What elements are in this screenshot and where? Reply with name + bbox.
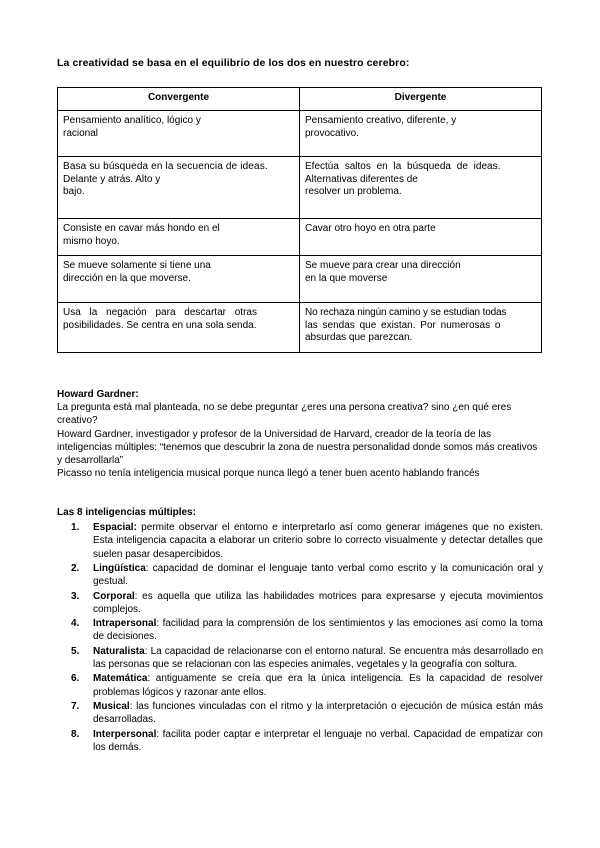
table-row <box>58 256 542 303</box>
cell-line: mismo hoyo. <box>63 235 120 247</box>
table-cell-right <box>300 219 542 256</box>
item-text: : facilidad para la comprensión de los sentimientos y las emociones así como la toma de decisiones. <box>93 618 543 643</box>
cell-line: posibilidades. Se centra en una sola senda. <box>63 319 257 331</box>
cell-line: Basa su búsqueda en la secuencia de ideas. <box>63 161 268 172</box>
item-text: : La capacidad de relacionarse con el entorno natural. Se encuentra más desarrollado en las personas que se relacionan con las especies animales, vegetales y la geografía con soltura. <box>93 645 543 670</box>
table-row <box>58 303 542 353</box>
gardner-title: Howard Gardner: <box>57 389 139 400</box>
item-text: : capacidad de dominar el lenguaje tanto verbal como escrito y la comunicación oral y gestual. <box>93 563 543 588</box>
item-number: 4. <box>71 618 80 630</box>
item-number: 5. <box>71 645 80 657</box>
table-cell-right <box>300 111 542 157</box>
cell-line: absurdas que parezcan. <box>305 332 413 343</box>
list-item <box>71 700 543 726</box>
list-item <box>71 617 543 643</box>
cell-line: las sendas que existan. Por numerosas o <box>305 319 501 331</box>
item-name: Lingüística <box>93 563 146 574</box>
gardner-paragraph: La pregunta está mal planteada, no se debe preguntar ¿eres una persona creativa? sino ¿en qué eres creativo? <box>57 402 512 427</box>
cell-line: Pensamiento analítico, lógico y <box>63 115 201 126</box>
table-row <box>58 111 542 157</box>
cell-line: No rechaza ningún camino y se estudian todas <box>305 307 507 318</box>
table-row <box>58 219 542 256</box>
item-name: Intrapersonal <box>93 618 157 630</box>
cell-line: Usa la negación para descartar otras <box>63 307 257 318</box>
list-item <box>71 562 543 588</box>
table-header-row <box>58 88 542 111</box>
item-name: Corporal <box>93 590 135 602</box>
cell-line: Pensamiento creativo, diferente, y <box>305 115 457 126</box>
table-cell-left <box>58 256 300 303</box>
header-divergente: Divergente <box>300 88 542 111</box>
item-number: 7. <box>71 700 80 712</box>
intelligences-section <box>57 506 543 755</box>
item-text: : las funciones vinculadas con el ritmo y la interpretación o ejecución de música están más desarrolladas. <box>93 700 543 726</box>
list-item <box>71 521 543 561</box>
list-item <box>71 590 543 616</box>
item-name: Espacial: <box>93 522 137 534</box>
item-text: permite observar el entorno e interpretarlo así como generar imágenes que no existen. Esta inteligencia capacita a elaborar un criterio sobre lo correcto visualmente y detectar detalles que suelen pasar desapercibidos. <box>93 522 543 560</box>
item-text: : antiguamente se creía que era la única inteligencia. Es la capacidad de resolver problemas lógicos y razonar ante ellos. <box>93 673 543 698</box>
table-cell-left <box>58 111 300 157</box>
table-cell-left <box>58 303 300 353</box>
comparison-table <box>57 87 542 353</box>
table-cell-right <box>300 256 542 303</box>
item-text: : es aquella que utiliza las habilidades motrices para expresarse y ejecuta movimientos complejos. <box>93 590 543 615</box>
list-item <box>71 645 543 671</box>
gardner-paragraph: Picasso no tenía inteligencia musical porque nunca llegó a tener buen acento hablando francés <box>57 468 480 480</box>
list-item <box>71 728 543 754</box>
header-convergente: Convergente <box>58 88 300 111</box>
item-name: Naturalista <box>93 645 145 657</box>
cell-line: en la que moverse <box>305 272 388 284</box>
table-row <box>58 157 542 219</box>
item-name: Interpersonal <box>93 728 157 740</box>
cell-line: Efectúa saltos en la búsqueda de ideas. <box>305 161 501 172</box>
item-name: Musical <box>93 700 130 712</box>
intelligences-list <box>57 521 543 754</box>
list-item <box>71 672 543 698</box>
item-number: 6. <box>71 673 80 685</box>
intelligences-title: Las 8 inteligencias múltiples: <box>57 507 196 518</box>
item-number: 3. <box>71 590 80 602</box>
cell-line: Se mueve para crear una dirección <box>305 260 461 271</box>
item-text: : facilita poder captar e interpretar el lenguaje no verbal. Capacidad de empatizar con los demás. <box>93 728 543 753</box>
cell-line: Alternativas diferentes de <box>305 173 418 185</box>
cell-line: Delante y atrás. Alto y <box>63 173 161 185</box>
cell-line: dirección en la que moverse. <box>63 272 191 284</box>
table-cell-right <box>300 303 542 353</box>
item-name: Matemática <box>93 673 148 685</box>
cell-line: Consiste en cavar más hondo en el <box>63 223 220 234</box>
cell-line: Cavar otro hoyo en otra parte <box>305 223 436 234</box>
table-cell-left <box>58 157 300 219</box>
cell-line: resolver un problema. <box>305 186 402 197</box>
cell-line: bajo. <box>63 186 85 197</box>
page-heading: La creatividad se basa en el equilibrio de los dos en nuestro cerebro: <box>57 57 410 69</box>
item-number: 2. <box>71 563 80 574</box>
cell-line: racional <box>63 127 99 139</box>
item-number: 1. <box>71 522 80 534</box>
item-number: 8. <box>71 728 80 740</box>
gardner-section <box>57 388 543 480</box>
cell-line: Se mueve solamente si tiene una <box>63 260 211 271</box>
cell-line: provocativo. <box>305 127 359 139</box>
gardner-paragraph: Howard Gardner, investigador y profesor de la Universidad de Harvard, creador de la teoría de las inteligencias múltiples: “tenemos que descubrir la zona de nuestra personalidad donde somos más creativos y desarrollarla” <box>57 428 538 467</box>
table-cell-right <box>300 157 542 219</box>
table-cell-left <box>58 219 300 256</box>
